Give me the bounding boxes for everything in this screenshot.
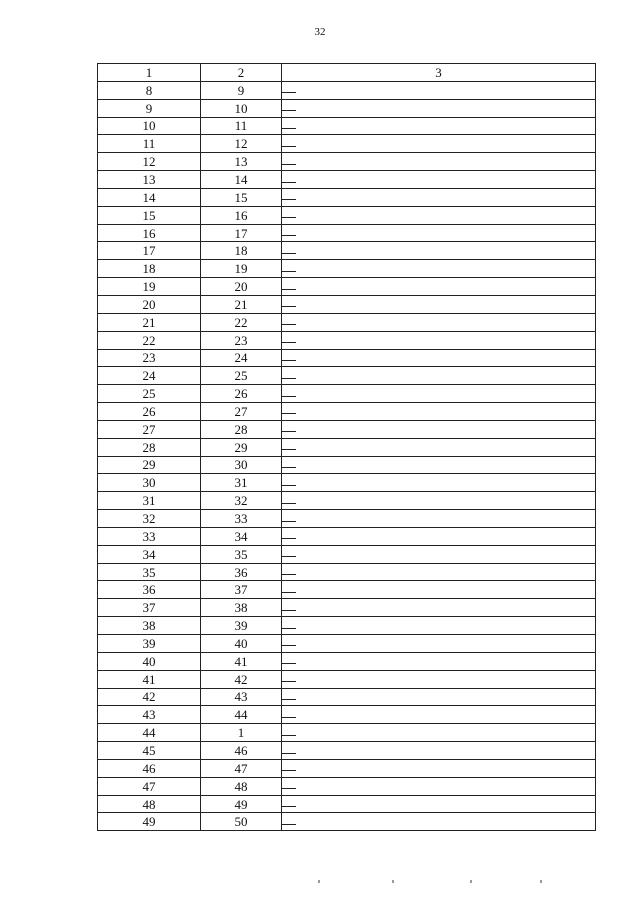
table-row <box>98 367 596 385</box>
cell-col2: 40 <box>201 635 282 653</box>
cell-col2: 47 <box>201 759 282 777</box>
table-row <box>98 652 596 670</box>
cell-col2: 16 <box>201 206 282 224</box>
cell-col3 <box>282 599 596 617</box>
table-row <box>98 545 596 563</box>
cell-col1: 29 <box>98 456 201 474</box>
cell-col2: 46 <box>201 742 282 760</box>
cell-col3 <box>282 206 596 224</box>
dash-mark <box>282 467 296 468</box>
cell-col1: 25 <box>98 385 201 403</box>
cell-col1: 42 <box>98 688 201 706</box>
cell-col1: 10 <box>98 117 201 135</box>
cell-col3 <box>282 171 596 189</box>
table-row <box>98 706 596 724</box>
cell-col3 <box>282 617 596 635</box>
cell-col1: 22 <box>98 331 201 349</box>
table-row <box>98 635 596 653</box>
dash-mark <box>282 342 296 343</box>
table-row <box>98 795 596 813</box>
table-row <box>98 206 596 224</box>
cell-col3 <box>282 313 596 331</box>
cell-col2: 1 <box>201 724 282 742</box>
table-row <box>98 420 596 438</box>
dash-mark <box>282 92 296 93</box>
table-row <box>98 510 596 528</box>
cell-col1: 9 <box>98 99 201 117</box>
cell-col1: 40 <box>98 652 201 670</box>
cell-col3 <box>282 295 596 313</box>
dash-mark <box>282 271 296 272</box>
cell-col3 <box>282 153 596 171</box>
table-row <box>98 527 596 545</box>
cell-col3 <box>282 759 596 777</box>
table-row <box>98 117 596 135</box>
dash-mark <box>282 538 296 539</box>
cell-col3 <box>282 670 596 688</box>
table-row <box>98 331 596 349</box>
cell-col1: 46 <box>98 759 201 777</box>
dash-mark <box>282 770 296 771</box>
cell-col1: 34 <box>98 545 201 563</box>
dash-mark <box>282 199 296 200</box>
cell-col3 <box>282 385 596 403</box>
cell-col3 <box>282 724 596 742</box>
table-row <box>98 617 596 635</box>
dash-mark <box>282 574 296 575</box>
cell-col1: 14 <box>98 188 201 206</box>
cell-col3 <box>282 260 596 278</box>
cell-col1: 20 <box>98 295 201 313</box>
table-row <box>98 456 596 474</box>
dash-mark <box>282 503 296 504</box>
cell-col3 <box>282 349 596 367</box>
cell-col1: 23 <box>98 349 201 367</box>
dash-mark <box>282 128 296 129</box>
cell-col2: 11 <box>201 117 282 135</box>
table-row <box>98 670 596 688</box>
dash-mark <box>282 449 296 450</box>
cell-col3 <box>282 456 596 474</box>
cell-col2: 50 <box>201 813 282 831</box>
table-row <box>98 599 596 617</box>
column-header-3: 3 <box>282 64 596 82</box>
cell-col3 <box>282 474 596 492</box>
dash-mark <box>282 645 296 646</box>
cell-col1: 19 <box>98 278 201 296</box>
dash-mark <box>282 610 296 611</box>
dash-mark <box>282 146 296 147</box>
cell-col2: 35 <box>201 545 282 563</box>
dash-mark <box>282 663 296 664</box>
cell-col3 <box>282 581 596 599</box>
cell-col2: 43 <box>201 688 282 706</box>
dash-mark <box>282 717 296 718</box>
cell-col2: 38 <box>201 599 282 617</box>
cell-col3 <box>282 510 596 528</box>
table-row <box>98 99 596 117</box>
dash-mark <box>282 360 296 361</box>
cell-col2: 30 <box>201 456 282 474</box>
cell-col1: 31 <box>98 492 201 510</box>
dash-mark <box>282 592 296 593</box>
cell-col3 <box>282 527 596 545</box>
table-row <box>98 759 596 777</box>
table-row <box>98 777 596 795</box>
cell-col1: 18 <box>98 260 201 278</box>
dash-mark <box>282 521 296 522</box>
cell-col1: 15 <box>98 206 201 224</box>
table-row <box>98 153 596 171</box>
cell-col1: 32 <box>98 510 201 528</box>
table-row <box>98 81 596 99</box>
cell-col2: 36 <box>201 563 282 581</box>
cell-col1: 37 <box>98 599 201 617</box>
dash-mark <box>282 396 296 397</box>
dash-mark <box>282 306 296 307</box>
dash-mark <box>282 681 296 682</box>
cell-col2: 41 <box>201 652 282 670</box>
cell-col3 <box>282 242 596 260</box>
cell-col1: 21 <box>98 313 201 331</box>
table-row <box>98 813 596 831</box>
cell-col3 <box>282 278 596 296</box>
cell-col2: 34 <box>201 527 282 545</box>
dash-mark <box>282 235 296 236</box>
cell-col1: 43 <box>98 706 201 724</box>
cell-col2: 25 <box>201 367 282 385</box>
cell-col1: 44 <box>98 724 201 742</box>
dash-mark <box>282 735 296 736</box>
cell-col3 <box>282 706 596 724</box>
table-row <box>98 688 596 706</box>
cell-col3 <box>282 81 596 99</box>
cell-col3 <box>282 367 596 385</box>
cell-col3 <box>282 688 596 706</box>
cell-col2: 44 <box>201 706 282 724</box>
table-row <box>98 742 596 760</box>
dash-mark <box>282 824 296 825</box>
cell-col2: 23 <box>201 331 282 349</box>
dash-mark <box>282 324 296 325</box>
dash-mark <box>282 253 296 254</box>
cell-col1: 49 <box>98 813 201 831</box>
cell-col2: 21 <box>201 295 282 313</box>
dash-mark <box>282 431 296 432</box>
cell-col2: 26 <box>201 385 282 403</box>
cell-col3 <box>282 635 596 653</box>
cell-col1: 26 <box>98 403 201 421</box>
cell-col1: 39 <box>98 635 201 653</box>
cell-col2: 49 <box>201 795 282 813</box>
table-row <box>98 171 596 189</box>
data-table <box>97 63 596 831</box>
cell-col3 <box>282 742 596 760</box>
table-row <box>98 188 596 206</box>
cell-col1: 27 <box>98 420 201 438</box>
table-header-row <box>98 64 596 82</box>
page-number: 32 <box>314 26 326 38</box>
cell-col1: 48 <box>98 795 201 813</box>
table-row <box>98 581 596 599</box>
cell-col2: 17 <box>201 224 282 242</box>
table-row <box>98 403 596 421</box>
table-row <box>98 563 596 581</box>
dash-mark <box>282 753 296 754</box>
cell-col2: 22 <box>201 313 282 331</box>
cell-col2: 31 <box>201 474 282 492</box>
cell-col3 <box>282 403 596 421</box>
dash-mark <box>282 788 296 789</box>
cell-col3 <box>282 545 596 563</box>
cell-col1: 16 <box>98 224 201 242</box>
cell-col2: 9 <box>201 81 282 99</box>
dash-mark <box>282 485 296 486</box>
cell-col2: 15 <box>201 188 282 206</box>
cell-col2: 14 <box>201 171 282 189</box>
table-row <box>98 224 596 242</box>
dash-mark <box>282 164 296 165</box>
cell-col3 <box>282 563 596 581</box>
table-row <box>98 492 596 510</box>
cell-col1: 12 <box>98 153 201 171</box>
table-row <box>98 474 596 492</box>
cell-col3 <box>282 777 596 795</box>
table-row <box>98 295 596 313</box>
table-row <box>98 385 596 403</box>
cell-col1: 8 <box>98 81 201 99</box>
cell-col3 <box>282 420 596 438</box>
cell-col2: 33 <box>201 510 282 528</box>
cell-col1: 36 <box>98 581 201 599</box>
cell-col3 <box>282 795 596 813</box>
cell-col1: 47 <box>98 777 201 795</box>
cell-col3 <box>282 813 596 831</box>
dash-mark <box>282 556 296 557</box>
cell-col1: 17 <box>98 242 201 260</box>
cell-col3 <box>282 438 596 456</box>
cell-col1: 35 <box>98 563 201 581</box>
cell-col2: 32 <box>201 492 282 510</box>
cell-col1: 33 <box>98 527 201 545</box>
cell-col3 <box>282 652 596 670</box>
table-row <box>98 349 596 367</box>
cell-col1: 38 <box>98 617 201 635</box>
cell-col2: 39 <box>201 617 282 635</box>
cell-col2: 29 <box>201 438 282 456</box>
cell-col3 <box>282 331 596 349</box>
cell-col1: 13 <box>98 171 201 189</box>
table-row <box>98 278 596 296</box>
dash-mark <box>282 806 296 807</box>
cell-col2: 27 <box>201 403 282 421</box>
cell-col2: 19 <box>201 260 282 278</box>
cell-col1: 11 <box>98 135 201 153</box>
table-row <box>98 724 596 742</box>
table-row <box>98 260 596 278</box>
cell-col2: 28 <box>201 420 282 438</box>
cell-col2: 13 <box>201 153 282 171</box>
dash-mark <box>282 289 296 290</box>
dash-mark <box>282 110 296 111</box>
cell-col1: 28 <box>98 438 201 456</box>
cell-col3 <box>282 135 596 153</box>
cell-col1: 41 <box>98 670 201 688</box>
dash-mark <box>282 628 296 629</box>
table-row <box>98 242 596 260</box>
cell-col2: 48 <box>201 777 282 795</box>
table-body <box>98 81 596 830</box>
cell-col2: 42 <box>201 670 282 688</box>
dash-mark <box>282 413 296 414</box>
cell-col2: 18 <box>201 242 282 260</box>
cell-col1: 24 <box>98 367 201 385</box>
cell-col3 <box>282 492 596 510</box>
cell-col2: 20 <box>201 278 282 296</box>
scan-artifacts <box>0 880 640 900</box>
dash-mark <box>282 378 296 379</box>
table-row <box>98 135 596 153</box>
cell-col2: 24 <box>201 349 282 367</box>
cell-col2: 37 <box>201 581 282 599</box>
cell-col1: 45 <box>98 742 201 760</box>
cell-col3 <box>282 117 596 135</box>
cell-col3 <box>282 188 596 206</box>
table-row <box>98 438 596 456</box>
cell-col1: 30 <box>98 474 201 492</box>
dash-mark <box>282 217 296 218</box>
cell-col2: 10 <box>201 99 282 117</box>
cell-col2: 12 <box>201 135 282 153</box>
table-row <box>98 313 596 331</box>
cell-col3 <box>282 224 596 242</box>
dash-mark <box>282 699 296 700</box>
dash-mark <box>282 182 296 183</box>
column-header-1: 1 <box>98 64 201 82</box>
cell-col3 <box>282 99 596 117</box>
column-header-2: 2 <box>201 64 282 82</box>
